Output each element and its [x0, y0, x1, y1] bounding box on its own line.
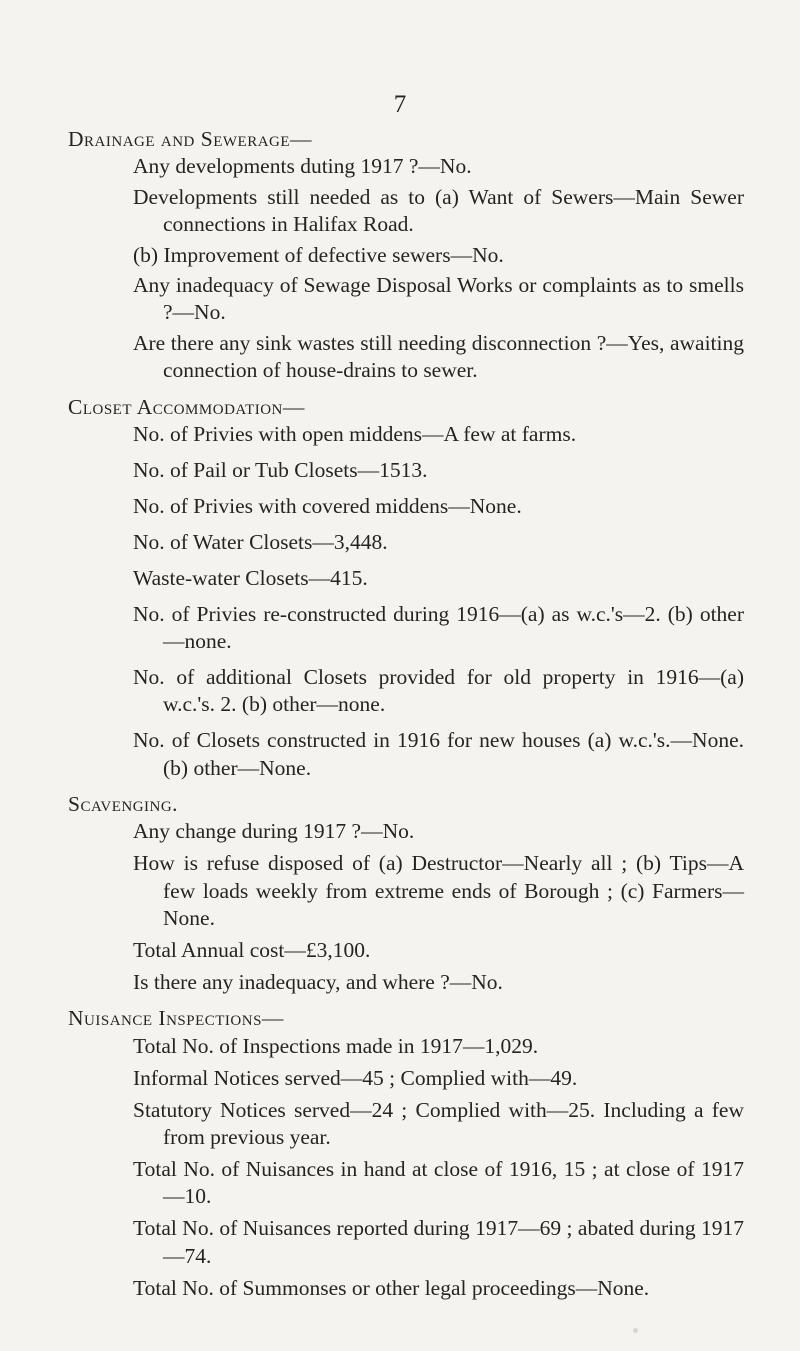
scavenging-item: How is refuse disposed of (a) Destructor—Nearly all ; (b) Tips—A few loads weekly from extreme ends of Borough ; (c) Farmers—None.: [133, 851, 744, 931]
drainage-item: Any developments duting 1917 ?—No.: [133, 154, 472, 179]
scavenging-heading: Scavenging.: [68, 792, 179, 817]
closet-item: No. of Pail or Tub Closets—1513.: [133, 457, 428, 482]
nuisance-item: Informal Notices served—45 ; Complied with—49.: [133, 1065, 578, 1090]
nuisance-items: [133, 1033, 744, 1302]
closet-item: No. of Privies with covered middens—None.: [133, 493, 522, 518]
closet-item: No. of Water Closets—3,448.: [133, 529, 388, 554]
scavenging-item: Any change during 1917 ?—No.: [133, 819, 415, 844]
paper-speck: [633, 1328, 638, 1333]
drainage-section: [68, 126, 744, 385]
nuisance-item: Total No. of Summonses or other legal proceedings—None.: [133, 1275, 650, 1300]
nuisance-section: [68, 1005, 744, 1302]
page-body: [68, 126, 744, 1311]
closet-item: No. of Closets constructed in 1916 for new houses (a) w.c.'s.—None. (b) other—None.: [133, 728, 744, 780]
drainage-item: (b) Improvement of defective sewers—No.: [133, 242, 504, 267]
closet-section: [68, 394, 744, 782]
nuisance-item: Total No. of Inspections made in 1917—1,029.: [133, 1033, 539, 1058]
nuisance-item: Total No. of Nuisances reported during 1917—69 ; abated during 1917—74.: [133, 1216, 744, 1268]
drainage-item: Any inadequacy of Sewage Disposal Works or complaints as to smells ?—No.: [133, 273, 744, 325]
page-number: 7: [393, 91, 407, 118]
drainage-items: [133, 153, 744, 384]
drainage-heading: Drainage and Sewerage—: [68, 127, 313, 151]
closet-heading: Closet Accommodation—: [68, 394, 305, 419]
scavenging-item: Is there any inadequacy, and where ?—No.: [133, 969, 503, 994]
nuisance-item: Statutory Notices served—24 ; Complied with—25. Including a few from previous year.: [133, 1097, 744, 1149]
drainage-item: Are there any sink wastes still needing disconnection ?—Yes, awaiting connection of house-drains to sewer.: [133, 330, 744, 383]
scavenging-items: [133, 818, 744, 996]
closet-item: No. of Privies re-constructed during 1916—(a) as w.c.'s—2. (b) other—none.: [133, 601, 744, 653]
drainage-item: Developments still needed as to (a) Want of Sewers—Main Sewer connections in Halifax Road.: [133, 184, 744, 237]
nuisance-item: Total No. of Nuisances in hand at close of 1916, 15 ; at close of 1917—10.: [133, 1156, 744, 1209]
closet-items: [133, 421, 744, 782]
nuisance-heading: Nuisance Inspections—: [68, 1006, 284, 1031]
scavenging-item: Total Annual cost—£3,100.: [133, 938, 371, 963]
closet-item: No. of additional Closets provided for old property in 1916—(a) w.c.'s. 2. (b) other—none.: [133, 664, 744, 717]
scavenging-section: [68, 791, 744, 996]
closet-item: No. of Privies with open middens—A few at farms.: [133, 422, 577, 447]
closet-item: Waste-water Closets—415.: [133, 565, 368, 590]
